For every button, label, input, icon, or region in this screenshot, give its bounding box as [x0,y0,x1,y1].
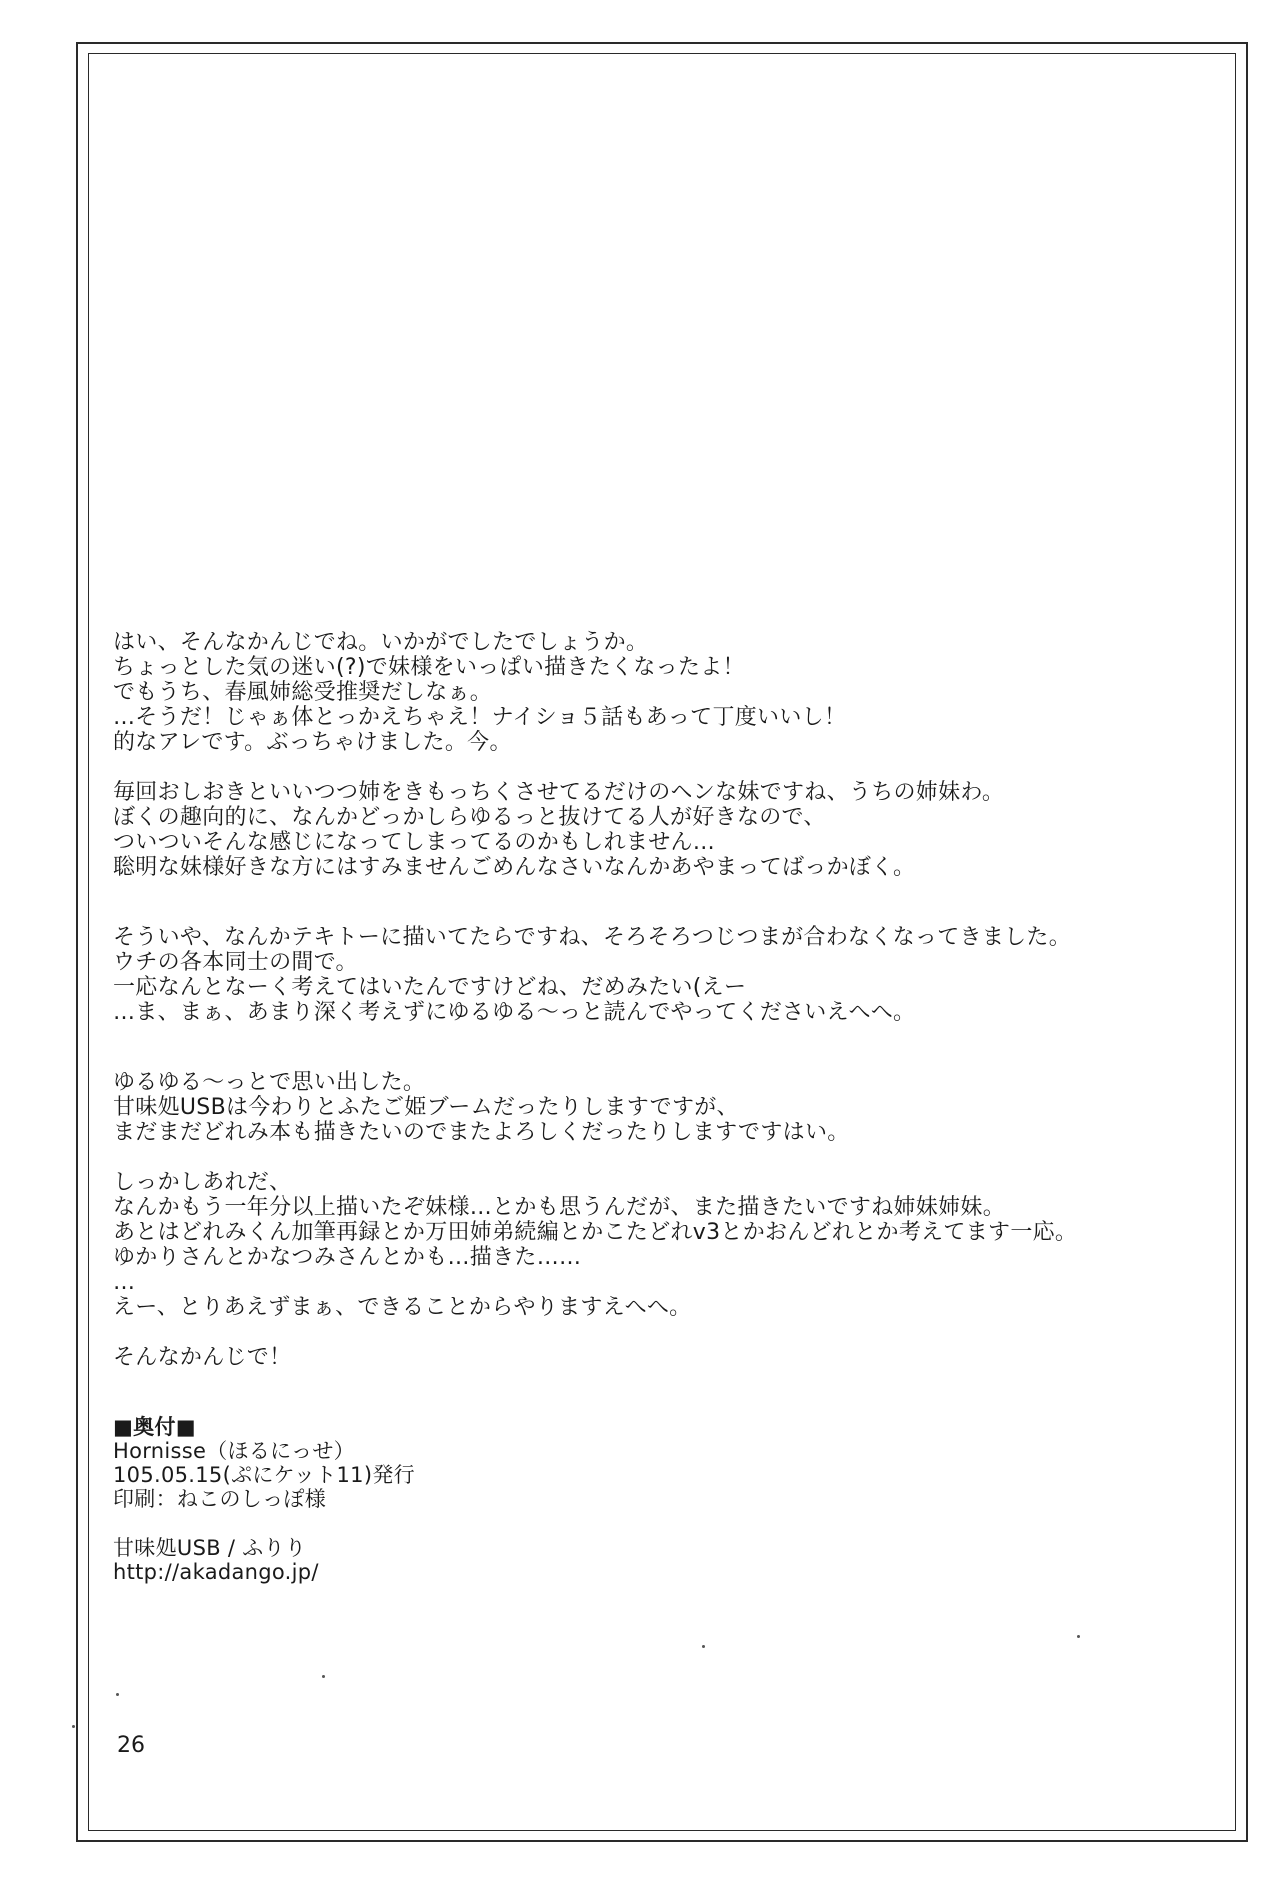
text-line: しっかしあれだ、 [113,1170,292,1195]
afterword-paragraph [113,925,1223,1025]
afterword-paragraph [113,1070,1223,1145]
text-line: ぼくの趣向的に、なんかどっかしらゆるっと抜けてる人が好きなので、 [113,805,826,830]
colophon-heading: ■奥付■ [113,1415,196,1439]
text-line: でもうち、春風姉総受推奨だしなぁ。 [113,680,493,705]
colophon-circle: Hornisse（ほるにっせ） [113,1439,355,1463]
colophon-author: 甘味処USB / ふりり [113,1536,307,1560]
afterword-paragraph [113,780,1223,880]
text-line: なんかもう一年分以上描いたぞ妹様…とかも思うんだが、また描きたいですね姉妹姉妹。 [113,1195,1006,1220]
colophon-url: http://akadango.jp/ [113,1560,319,1584]
page-number: 26 [117,1733,145,1758]
text-line: はい、そんなかんじでね。いかがでしたでしょうか。 [113,630,649,655]
colophon [113,1415,1223,1584]
afterword-paragraph [113,1170,1223,1320]
text-line: 一応なんとなーく考えてはいたんですけどね、だめみたい(えー [113,975,747,1000]
text-line: そんなかんじで！ [113,1345,292,1370]
text-line: …そうだ！じゃぁ体とっかえちゃえ！ナイショ５話もあって丁度いいし！ [113,705,847,730]
afterword-text [113,630,1223,1584]
scan-speck [72,1725,75,1728]
scan-speck [702,1645,705,1648]
scan-speck [1077,1635,1080,1638]
text-line: ちょっとした気の迷い(?)で妹様をいっぱい描きたくなったよ！ [113,655,745,680]
colophon-date: 105.05.15(ぷにケット11)発行 [113,1463,415,1487]
text-line: あとはどれみくん加筆再録とか万田姉弟続編とかこたどれv3とかおんどれとか考えてます一応。 [113,1220,1078,1245]
text-line: ついついそんな感じになってしまってるのかもしれません… [113,830,716,855]
scan-speck [322,1675,325,1678]
afterword-paragraph [113,630,1223,755]
afterword-paragraph [113,1345,1223,1370]
text-line: ゆかりさんとかなつみさんとかも…描きた…… [113,1245,582,1270]
scan-speck [116,1693,119,1696]
text-line: そういや、なんかテキトーに描いてたらですね、そろそろつじつまが合わなくなってきました。 [113,925,1072,950]
text-line: … [113,1270,136,1295]
text-line: ウチの各本同士の間で。 [113,950,358,975]
text-line: まだまだどれみ本も描きたいのでまたよろしくだったりしますですはい。 [113,1120,850,1145]
text-line: …ま、まぁ、あまり深く考えずにゆるゆる～っと読んでやってくださいえへへ。 [113,1000,916,1025]
text-line: 聡明な妹様好きな方にはすみませんごめんなさいなんかあやまってばっかぼく。 [113,855,916,880]
text-line: 的なアレです。ぶっちゃけました。今。 [113,730,512,755]
text-line: えー、とりあえずまぁ、できることからやりますえへへ。 [113,1295,692,1320]
text-line: 毎回おしおきといいつつ姉をきもっちくさせてるだけのヘンな妹ですね、うちの姉妹わ。 [113,780,1005,805]
text-line: ゆるゆる～っとで思い出した。 [113,1070,426,1095]
text-line: 甘味処USBは今わりとふたご姫ブームだったりしますですが、 [113,1095,739,1120]
colophon-printer: 印刷：ねこのしっぽ様 [113,1487,326,1511]
